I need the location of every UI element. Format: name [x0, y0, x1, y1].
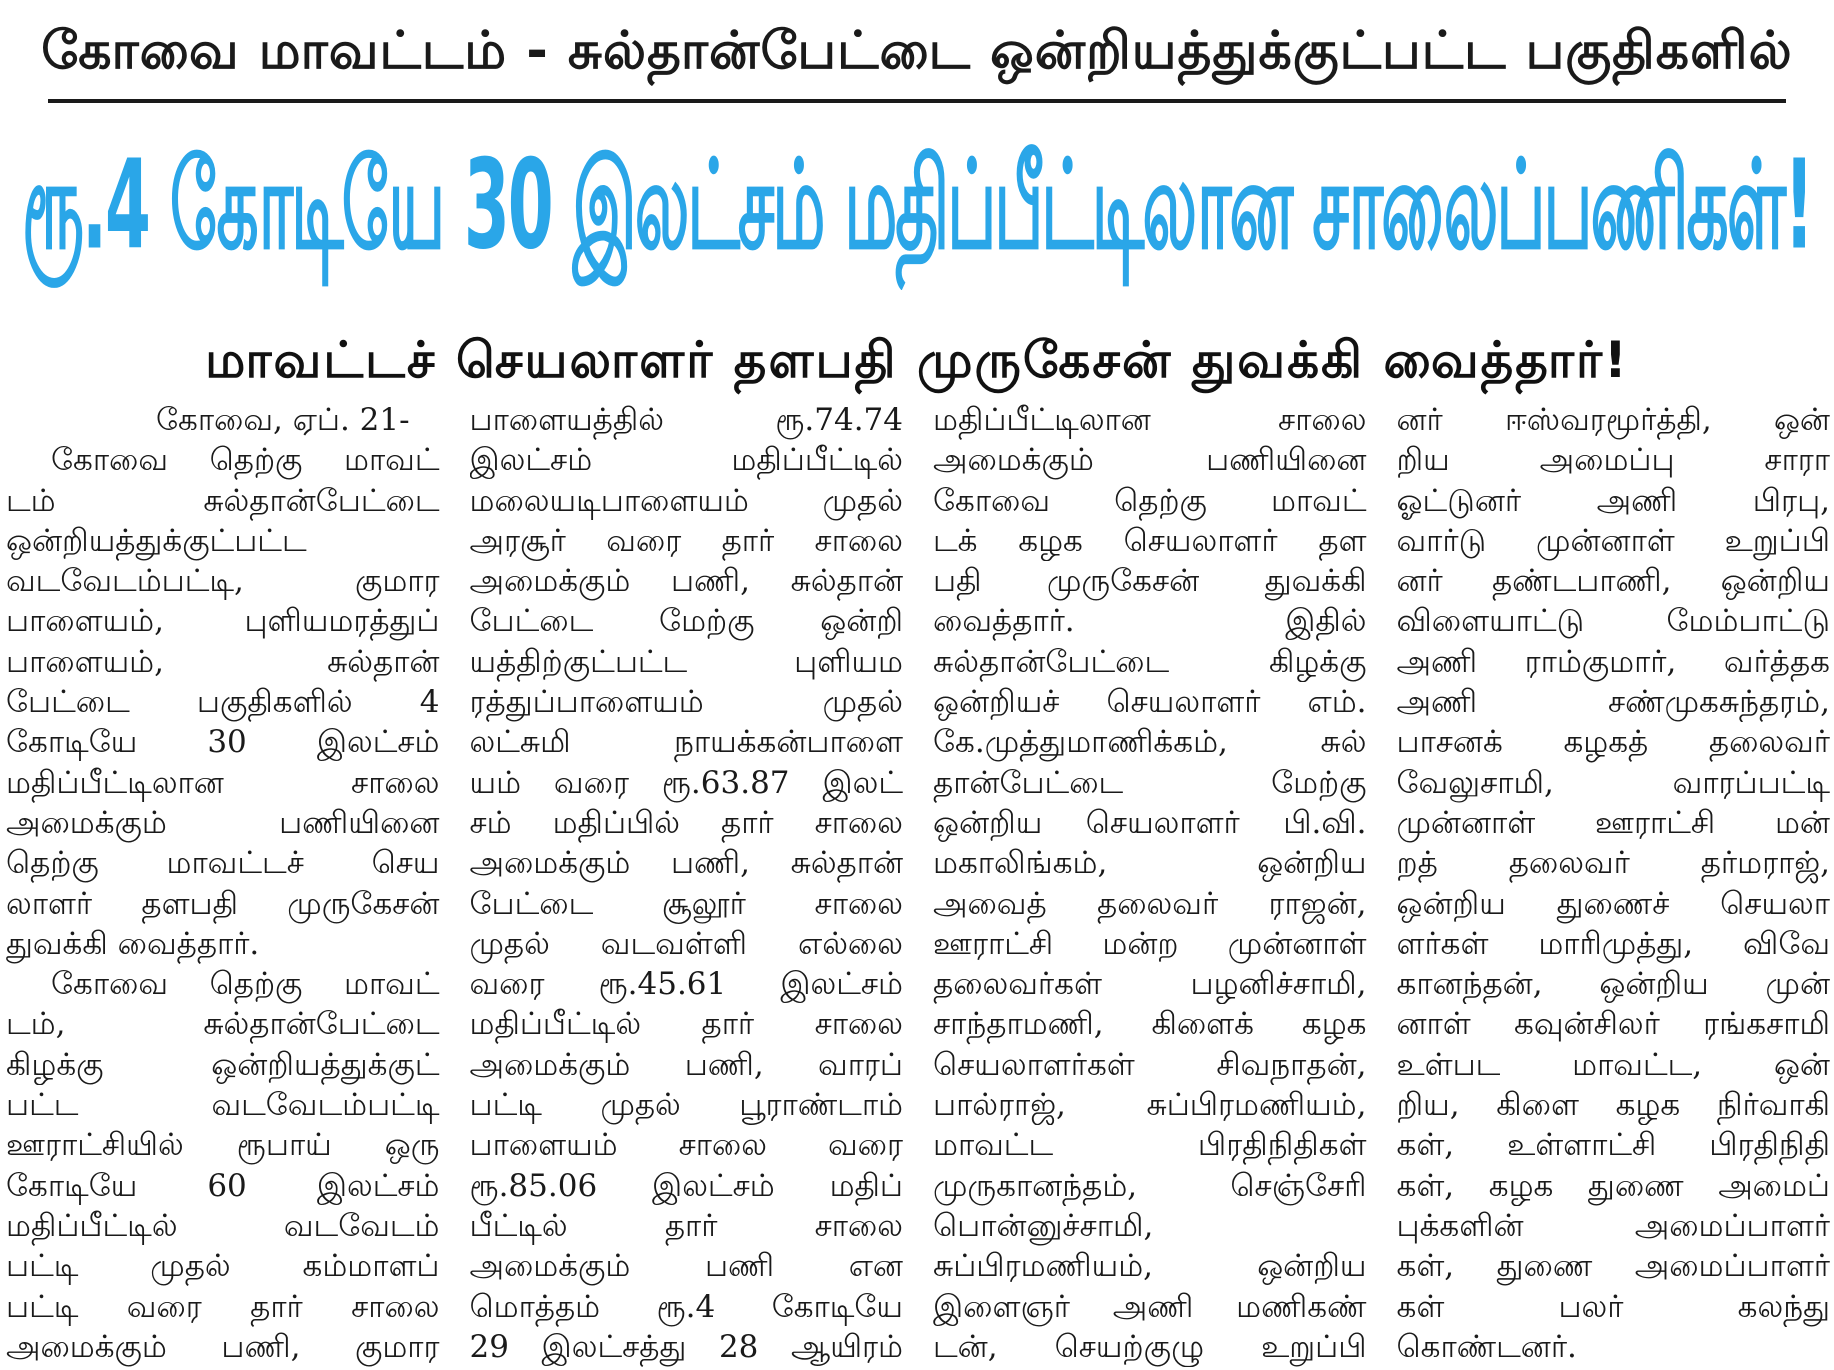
text-line: துவக்கி வைத்தார். [6, 925, 260, 962]
text-line: அவைத் தலைவர் ராஜன், [933, 885, 1367, 922]
text-line: கொண்டனர். [1396, 1328, 1577, 1365]
text-line: பேட்டை சூலூர் சாலை [469, 885, 903, 922]
text-line: அரசூர் வரை தார் சாலை [469, 522, 903, 559]
text-line: டன், செயற்குழு உறுப்பி [933, 1328, 1367, 1365]
text-line: கள் பலர் கலந்து [1396, 1288, 1830, 1325]
text-line: பேட்டை மேற்கு ஒன்றி [469, 603, 903, 640]
text-line: அணி சண்முகசுந்தரம், [1396, 684, 1830, 721]
text-line: னாள் கவுன்சிலர் ரங்கசாமி [1396, 1006, 1830, 1043]
text-line: மாவட்ட பிரதிநிதிகள் [933, 1127, 1367, 1164]
text-line: ஊராட்சி மன்ற முன்னாள் [933, 925, 1367, 962]
text-line: பட்டி வரை தார் சாலை [6, 1288, 440, 1325]
text-line: வரை ரூ.45.61 இலட்சம் [469, 966, 903, 1003]
text-line: பட்ட வடவேடம்பட்டி [6, 1087, 440, 1124]
text-line: வார்டு முன்னாள் உறுப்பி [1396, 522, 1830, 559]
text-line: அமைக்கும் பணி, சுல்தான் [469, 563, 903, 600]
text-line: பாளையம், புளியமரத்துப் [6, 603, 440, 640]
text-line: பீட்டில் தார் சாலை [469, 1207, 903, 1244]
text-line: மதிப்பீட்டிலான சாலை [6, 764, 440, 801]
text-line: யத்திற்குட்பட்ட புளியம [469, 643, 903, 680]
text-line: சாந்தாமணி, கிளைக் கழக [933, 1006, 1367, 1043]
text-line: லட்சுமி நாயக்கன்பாளை [469, 724, 903, 761]
text-line: னர் ஈஸ்வரமூர்த்தி, ஒன் [1396, 402, 1830, 438]
text-line: ரூ.85.06 இலட்சம் மதிப் [469, 1167, 903, 1204]
text-line: கோவை தெற்கு மாவட் [933, 482, 1367, 519]
text-line: றிய அமைப்பு சாரா [1396, 442, 1830, 479]
article-column-2 [469, 400, 904, 1365]
text-line: அமைக்கும் பணியினை [6, 804, 440, 841]
text-line: மதிப்பீட்டில் தார் சாலை [469, 1006, 903, 1043]
text-line: அணி ராம்குமார், வர்த்தக [1396, 643, 1830, 680]
text-line: டம், சுல்தான்பேட்டை [6, 1006, 440, 1043]
text-line: கோவை தெற்கு மாவட் [51, 966, 440, 1003]
text-line: தான்பேட்டை மேற்கு [933, 764, 1367, 801]
text-line: பாளையத்தில் ரூ.74.74 [469, 402, 903, 438]
text-line: கள், துணை அமைப்பாளர் [1396, 1248, 1830, 1285]
text-line: கிழக்கு ஒன்றியத்துக்குட் [6, 1046, 440, 1083]
text-line: அமைக்கும் பணி, சுல்தான் [469, 845, 903, 882]
text-line: னர் தண்டபாணி, ஒன்றிய [1396, 563, 1830, 600]
text-line: அமைக்கும் பணி என [469, 1248, 903, 1285]
text-line: சுப்பிரமணியம், ஒன்றிய [933, 1248, 1367, 1285]
text-line: முன்னாள் ஊராட்சி மன் [1396, 804, 1830, 841]
text-line: இளைஞர் அணி மணிகண் [933, 1288, 1367, 1325]
text-line: பாளையம் சாலை வரை [469, 1127, 903, 1164]
text-line: மொத்தம் ரூ.4 கோடியே [469, 1288, 903, 1325]
text-line: புக்களின் அமைப்பாளர் [1396, 1207, 1830, 1244]
text-line: டம் சுல்தான்பேட்டை [6, 482, 440, 519]
text-line: டக் கழக செயலாளர் தள [933, 522, 1367, 559]
text-line: அமைக்கும் பணி, குமார [6, 1328, 440, 1365]
article-column-4 [1396, 400, 1831, 1365]
text-line: மதிப்பீட்டில் வடவேடம் [6, 1207, 440, 1244]
text-line: ரத்துப்பாளையம் முதல் [469, 684, 903, 721]
text-line: பால்ராஜ், சுப்பிரமணியம், [933, 1087, 1367, 1124]
dateline: கோவை, ஏப். 21- [156, 402, 410, 438]
text-line: லாளர் தளபதி முருகேசன் [6, 885, 440, 922]
text-line: அமைக்கும் பணியினை [933, 442, 1367, 479]
text-line: ஒன்றியச் செயலாளர் எம். [933, 684, 1367, 721]
text-line: பதி முருகேசன் துவக்கி [933, 563, 1367, 600]
text-line: பாளையம், சுல்தான் [6, 643, 440, 680]
text-line: கோடியே 30 இலட்சம் [6, 724, 440, 761]
text-line: முருகானந்தம், செஞ்சேரி [933, 1167, 1367, 1204]
text-line: சுல்தான்பேட்டை கிழக்கு [933, 643, 1367, 680]
text-line: மதிப்பீட்டிலான சாலை [933, 402, 1367, 438]
text-line: செயலாளர்கள் சிவநாதன், [933, 1046, 1367, 1083]
text-line: சம் மதிப்பில் தார் சாலை [469, 804, 903, 841]
text-line: ஒன்றிய செயலாளர் பி.வி. [933, 804, 1367, 841]
text-line: அமைக்கும் பணி, வாரப் [469, 1046, 903, 1083]
text-line: மலையடிபாளையம் முதல் [469, 482, 903, 519]
text-line: ஒன்றியத்துக்குட்பட்ட [6, 522, 307, 559]
text-line: உள்பட மாவட்ட, ஒன் [1396, 1046, 1830, 1083]
kicker-headline: கோவை மாவட்டம் - சுல்தான்பேட்டை ஒன்றியத்துக்குட்பட்ட பகுதிகளில் [41, 20, 1793, 81]
text-line: ஓட்டுனர் அணி பிரபு, [1396, 482, 1830, 519]
text-line: கோவை தெற்கு மாவட் [51, 442, 440, 479]
text-line: வேலுசாமி, வாரப்பட்டி [1396, 764, 1830, 801]
text-line: கள், கழக துணை அமைப் [1396, 1167, 1830, 1204]
text-line: பட்டி முதல் கம்மாளப் [6, 1248, 440, 1285]
text-line: கே.முத்துமாணிக்கம், சுல் [933, 724, 1367, 761]
text-line: 29 இலட்சத்து 28 ஆயிரம் [469, 1328, 903, 1365]
article-column-1 [6, 400, 440, 1365]
text-line: வடவேடம்பட்டி, குமார [6, 563, 440, 600]
text-line: தலைவர்கள் பழனிச்சாமி, [933, 966, 1367, 1003]
text-line: ஊராட்சியில் ரூபாய் ஒரு [6, 1127, 440, 1164]
text-line: பொன்னுச்சாமி, [933, 1207, 1154, 1244]
main-headline: ரூ.4 கோடியே 30 இலட்சம் மதிப்பீட்டிலான சாலைப்பணிகள்! [22, 133, 1812, 277]
text-line: றிய, கிளை கழக நிர்வாகி [1396, 1087, 1830, 1124]
text-line: தெற்கு மாவட்டச் செய [6, 845, 440, 882]
article-column-3 [933, 400, 1367, 1365]
text-line: முதல் வடவள்ளி எல்லை [469, 925, 903, 962]
sub-headline: மாவட்டச் செயலாளர் தளபதி முருகேசன் துவக்கி வைத்தார்! [205, 330, 1629, 389]
text-line: ளர்கள் மாரிமுத்து, விவே [1396, 925, 1830, 962]
text-line: கோடியே 60 இலட்சம் [6, 1167, 440, 1204]
text-line: விளையாட்டு மேம்பாட்டு [1396, 603, 1830, 640]
article-body [6, 400, 1830, 1365]
text-line: மகாலிங்கம், ஒன்றிய [933, 845, 1367, 882]
text-line: ஒன்றிய துணைச் செயலா [1396, 885, 1830, 922]
text-line: பட்டி முதல் பூராண்டாம் [469, 1087, 903, 1124]
text-line: இலட்சம் மதிப்பீட்டில் [469, 442, 903, 479]
text-line: கானந்தன், ஒன்றிய முன் [1396, 966, 1830, 1003]
text-line: பாசனக் கழகத் தலைவர் [1396, 724, 1830, 761]
text-line: றத் தலைவர் தர்மராஜ், [1396, 845, 1830, 882]
text-line: வைத்தார். இதில் [933, 603, 1367, 640]
text-line: கள், உள்ளாட்சி பிரதிநிதி [1396, 1127, 1830, 1164]
text-line: யம் வரை ரூ.63.87 இலட் [469, 764, 903, 801]
text-line: பேட்டை பகுதிகளில் 4 [6, 684, 440, 721]
